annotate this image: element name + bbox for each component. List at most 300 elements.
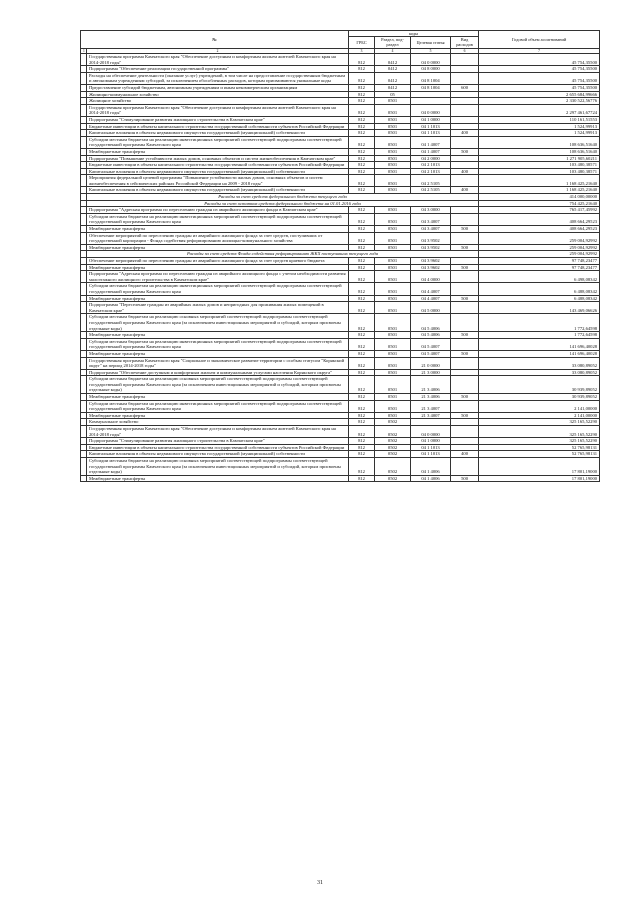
column-number-cell: 2 — [87, 48, 349, 53]
section-cell: 0412 — [375, 54, 411, 66]
section-cell: 0502 — [375, 475, 411, 482]
page-number: 31 — [317, 880, 323, 886]
grbs-cell: 812 — [349, 104, 375, 116]
item-name-cell: Межбюджетные трансферты — [87, 350, 349, 357]
item-name-cell: Капитальные вложения в объекты недвижимого имущества государственной (муниципальной) собственности — [87, 130, 349, 137]
amount-cell: 33 080,89052 — [479, 357, 600, 369]
section-cell: 0412 — [375, 84, 411, 91]
section-cell: 0501 — [375, 412, 411, 419]
amount-cell: 108 636,51640 — [479, 148, 600, 155]
expense-type-cell: 600 — [451, 84, 479, 91]
column-header-grbs: ГРБС — [349, 37, 375, 48]
item-name-cell: Мероприятия федеральной целевой программы "Повышение устойчивости жилых домов, основных объектов и систем жизнеобеспечения в сейсмических районах Российской Федерации на 2009 - 2018 годы" — [87, 175, 349, 187]
expense-type-cell — [451, 207, 479, 214]
target-cell: 04 2 0000 — [411, 155, 451, 162]
target-cell: 21 3 4006 — [411, 394, 451, 401]
item-name-cell: Капитальные вложения в объекты недвижимого имущества государственной (муниципальной) собственности — [87, 168, 349, 175]
table-row — [81, 226, 600, 233]
note-cell: Расходы за счет средств федерального бюджета текущего года — [87, 194, 479, 201]
section-cell: 0501 — [375, 350, 411, 357]
item-name-cell: Подпрограмма "Обеспечение реализации государственной программы" — [87, 66, 349, 73]
target-cell: 04 1 1013 — [411, 451, 451, 458]
table-row — [81, 376, 600, 394]
grbs-cell: 812 — [349, 187, 375, 194]
column-header-section: Раздел, под- раздел — [375, 37, 411, 48]
amount-cell: 259 004,92992 — [479, 244, 600, 251]
target-cell: 04 2 5105 — [411, 187, 451, 194]
section-cell: 0501 — [375, 98, 411, 105]
target-cell — [411, 91, 451, 98]
expense-type-cell — [451, 376, 479, 394]
item-name-cell: Капитальные вложения в объекты недвижимого имущества государственной (муниципальной) собственности — [87, 187, 349, 194]
grbs-cell: 812 — [349, 426, 375, 438]
expense-type-cell — [451, 123, 479, 130]
grbs-cell: 812 — [349, 458, 375, 476]
target-cell: 04 8 1004 — [411, 84, 451, 91]
item-name-cell: Капитальные вложения в объекты недвижимого имущества государственной (муниципальной) собственности — [87, 451, 349, 458]
item-name-cell: Субсидии местным бюджетам на реализацию инвестиционных мероприятий соответствующей подпрограммы соответствующей государственной программы Камчатского края — [87, 136, 349, 148]
section-cell: 0501 — [375, 357, 411, 369]
section-cell: 0501 — [375, 162, 411, 169]
table-row — [81, 91, 600, 98]
grbs-cell: 812 — [349, 394, 375, 401]
target-cell: 04 8 0000 — [411, 66, 451, 73]
expense-type-cell: 500 — [451, 148, 479, 155]
expense-type-cell — [451, 116, 479, 123]
target-cell: 04 3 9602 — [411, 264, 451, 271]
item-name-cell: Субсидии местным бюджетам на реализацию основных мероприятий соответствующей подпрограммы соответствующей государственной программы Камчатского края (за исключением инвестиционных мероприятий и субсидий, которым присвоены отдельные коды) — [87, 458, 349, 476]
expense-type-cell: 500 — [451, 244, 479, 251]
amount-cell: 52 765,98131 — [479, 444, 600, 451]
grbs-cell: 812 — [349, 213, 375, 225]
expense-type-cell — [451, 419, 479, 426]
section-cell: 0501 — [375, 271, 411, 283]
target-cell: 04 1 1013 — [411, 130, 451, 137]
section-cell: 0501 — [375, 148, 411, 155]
amount-cell: 110 161,51553 — [479, 116, 600, 123]
section-cell: 0501 — [375, 116, 411, 123]
target-cell: 04 1 4006 — [411, 475, 451, 482]
item-name-cell: Государственная программа Камчатского края "Обеспечение доступным и комфортным жильем жителей Камчатского края на 2014-2018 годы" — [87, 426, 349, 438]
expense-type-cell — [451, 136, 479, 148]
grbs-cell: 812 — [349, 376, 375, 394]
expense-type-cell: 500 — [451, 295, 479, 302]
table-row — [81, 369, 600, 376]
section-cell: 0501 — [375, 187, 411, 194]
table-row — [81, 136, 600, 148]
section-cell: 0501 — [375, 175, 411, 187]
amount-cell: 6 498,08342 — [479, 271, 600, 283]
column-header-target: Целевая статья — [411, 37, 451, 48]
column-header-number: № — [81, 31, 349, 49]
grbs-cell: 812 — [349, 66, 375, 73]
target-cell: 04 5 0000 — [411, 302, 451, 314]
table-row — [81, 200, 600, 207]
item-name-cell: Бюджетные инвестиции в объекты капитального строительства государственной собственности субъектов Российской Федерации — [87, 162, 349, 169]
table-body — [81, 54, 600, 482]
target-cell: 04 5 4006 — [411, 332, 451, 339]
amount-cell: 45 754,35500 — [479, 54, 600, 66]
grbs-cell: 812 — [349, 264, 375, 271]
section-cell: 0501 — [375, 332, 411, 339]
expense-type-cell: 500 — [451, 226, 479, 233]
item-name-cell: Подпрограмма "Повышение устойчивости жилых домов, основных объектов и систем жизнеобеспечения в Камчатском крае" — [87, 155, 349, 162]
table-row — [81, 350, 600, 357]
section-cell: 0502 — [375, 426, 411, 438]
amount-cell: 1 524,99913 — [479, 130, 600, 137]
column-header-codes-group: коды — [349, 31, 479, 37]
item-name-cell: Подпрограмма "Обеспечение доступным и комфортным жильем и коммунальными услугами населения Корякского округа" — [87, 369, 349, 376]
amount-cell: 45 754,35500 — [479, 72, 600, 84]
item-name-cell: Субсидии местным бюджетам на реализацию основных мероприятий соответствующей подпрограммы соответствующей государственной программы Камчатского края (за исключением инвестиционных мероприятий и субсидий, которым присвоены отдельные коды) — [87, 314, 349, 332]
grbs-cell: 812 — [349, 91, 375, 98]
target-cell: 04 1 4007 — [411, 148, 451, 155]
table-row — [81, 394, 600, 401]
section-cell: 0502 — [375, 458, 411, 476]
table-row — [81, 232, 600, 244]
grbs-cell: 812 — [349, 130, 375, 137]
item-name-cell: Межбюджетные трансферты — [87, 244, 349, 251]
target-cell: 04 3 0000 — [411, 207, 451, 214]
amount-cell: 408 664,29523 — [479, 226, 600, 233]
amount-cell: 6 488,08342 — [479, 295, 600, 302]
item-name-cell: Расходы на обеспечение деятельности (оказание услуг) учреждений, в том числе на предоставление государственным бюджетным и автономным учреждениям субсидий, за исключением обособленных расходов, которым присваиваются уникальные коды — [87, 72, 349, 84]
grbs-cell: 812 — [349, 400, 375, 412]
table-row — [81, 338, 600, 350]
section-cell: 0501 — [375, 226, 411, 233]
grbs-cell: 812 — [349, 136, 375, 148]
column-header-expense-type: Вид расходов — [451, 37, 479, 48]
table-row — [81, 155, 600, 162]
item-name-cell: Межбюджетные трансферты — [87, 394, 349, 401]
expense-type-cell — [451, 400, 479, 412]
item-name-cell: Межбюджетные трансферты — [87, 475, 349, 482]
amount-cell: 45 754,35500 — [479, 66, 600, 73]
table-row — [81, 400, 600, 412]
amount-cell: 97 748,23477 — [479, 264, 600, 271]
amount-cell: 1 168 425,21640 — [479, 187, 600, 194]
amount-cell: 2 297 461,67724 — [479, 104, 600, 116]
table-row — [81, 302, 600, 314]
grbs-cell: 812 — [349, 258, 375, 265]
expense-type-cell: 500 — [451, 475, 479, 482]
grbs-cell: 812 — [349, 338, 375, 350]
item-name-cell: Межбюджетные трансферты — [87, 332, 349, 339]
target-cell: 04 1 0000 — [411, 438, 451, 445]
table-row — [81, 162, 600, 169]
section-cell: 0501 — [375, 136, 411, 148]
section-cell: 0501 — [375, 244, 411, 251]
section-cell: 0412 — [375, 66, 411, 73]
grbs-cell: 812 — [349, 116, 375, 123]
table-row — [81, 244, 600, 251]
section-cell: 0501 — [375, 302, 411, 314]
expense-type-cell — [451, 426, 479, 438]
section-cell: 0501 — [375, 123, 411, 130]
expense-type-cell: 500 — [451, 264, 479, 271]
amount-cell: 143 469,06626 — [479, 302, 600, 314]
grbs-cell: 812 — [349, 412, 375, 419]
table-row — [81, 314, 600, 332]
section-cell: 0412 — [375, 72, 411, 84]
target-cell: 04 4 4007 — [411, 283, 451, 295]
table-row — [81, 213, 600, 225]
table-row — [81, 148, 600, 155]
target-cell: 04 2 5105 — [411, 175, 451, 187]
amount-cell: 1 271 905,60211 — [479, 155, 600, 162]
budget-table-page — [80, 30, 599, 482]
grbs-cell: 812 — [349, 271, 375, 283]
item-name-cell: Подпрограмма "Адресная программа по переселению граждан из аварийного жилищного фонда в Камчатском крае" — [87, 207, 349, 214]
table-row — [81, 175, 600, 187]
section-cell: 0501 — [375, 258, 411, 265]
amount-cell: 30 939,89052 — [479, 376, 600, 394]
amount-cell: 259 004,92992 — [479, 232, 600, 244]
expense-type-cell — [451, 54, 479, 66]
target-cell: 04 3 4007 — [411, 226, 451, 233]
target-cell: 04 1 1013 — [411, 123, 451, 130]
table-row — [81, 84, 600, 91]
table-row — [81, 187, 600, 194]
section-cell: 0501 — [375, 213, 411, 225]
grbs-cell: 812 — [349, 72, 375, 84]
amount-cell: 103 480,38571 — [479, 168, 600, 175]
table-row — [81, 207, 600, 214]
grbs-cell: 812 — [349, 444, 375, 451]
amount-cell: 30 939,89052 — [479, 394, 600, 401]
item-name-cell: Бюджетные инвестиции в объекты капитального строительства государственной собственности субъектов Российской Федерации — [87, 444, 349, 451]
item-name-cell: Межбюджетные трансферты — [87, 148, 349, 155]
column-number-cell: 3 — [349, 48, 375, 53]
expense-type-cell: 400 — [451, 451, 479, 458]
item-name-cell: Субсидии местным бюджетам на реализацию инвестиционных мероприятий соответствующей подпрограммы соответствующей государственной программы Камчатского края — [87, 400, 349, 412]
target-cell: 21 3 4007 — [411, 400, 451, 412]
table-row — [81, 116, 600, 123]
section-cell: 0501 — [375, 232, 411, 244]
grbs-cell: 812 — [349, 369, 375, 376]
item-name-cell: Подпрограмма "Стимулирование развития жилищного строительства в Камчатском крае" — [87, 116, 349, 123]
grbs-cell: 812 — [349, 350, 375, 357]
section-cell: 0501 — [375, 168, 411, 175]
target-cell — [411, 419, 451, 426]
section-cell: 0501 — [375, 376, 411, 394]
item-name-cell: Государственная программа Камчатского края "Обеспечение доступным и комфортным жильем жителей Камчатского края на 2014-2018 годы" — [87, 104, 349, 116]
amount-cell: 33 080,89052 — [479, 369, 600, 376]
item-name-cell: Обеспечение мероприятий по переселению граждан из аварийного жилищного фонда за счет средств, поступивших от государственной корпорации - Фонда содействия реформированию жилищно-коммунального хозяйства — [87, 232, 349, 244]
amount-cell: 259 004,92992 — [479, 251, 600, 258]
grbs-cell: 812 — [349, 54, 375, 66]
column-number-cell: 6 — [451, 48, 479, 53]
amount-cell: 754 425,21640 — [479, 200, 600, 207]
section-cell: 0501 — [375, 295, 411, 302]
target-cell: 21 3 4007 — [411, 412, 451, 419]
item-name-cell: Подпрограмма "Переселение граждан из аварийных жилых домов и непригодных для проживания жилых помещений в Камчатском крае" — [87, 302, 349, 314]
amount-cell: 325 165,52290 — [479, 426, 600, 438]
expense-type-cell — [451, 66, 479, 73]
item-name-cell: Жилищное хозяйство — [87, 98, 349, 105]
section-cell: 0502 — [375, 451, 411, 458]
section-cell: 0501 — [375, 369, 411, 376]
table-row — [81, 332, 600, 339]
table-row — [81, 357, 600, 369]
grbs-cell: 812 — [349, 207, 375, 214]
grbs-cell: 812 — [349, 314, 375, 332]
expense-type-cell: 500 — [451, 412, 479, 419]
item-name-cell: Подпрограмма "Стимулирование развития жилищного строительства в Камчатском крае" — [87, 438, 349, 445]
grbs-cell: 812 — [349, 162, 375, 169]
expense-type-cell — [451, 104, 479, 116]
column-number-cell: 7 — [479, 48, 600, 53]
item-name-cell: Межбюджетные трансферты — [87, 412, 349, 419]
grbs-cell: 812 — [349, 123, 375, 130]
amount-cell: 1 772,64598 — [479, 314, 600, 332]
table-row — [81, 458, 600, 476]
grbs-cell: 812 — [349, 438, 375, 445]
amount-cell: 17 801,19000 — [479, 458, 600, 476]
table-row — [81, 264, 600, 271]
target-cell: 04 1 0000 — [411, 116, 451, 123]
grbs-cell: 812 — [349, 226, 375, 233]
target-cell: 04 5 4007 — [411, 338, 451, 350]
expense-type-cell — [451, 155, 479, 162]
amount-cell: 17 801,19000 — [479, 475, 600, 482]
amount-cell: 408 664,29523 — [479, 213, 600, 225]
amount-cell: 414 000,00000 — [479, 194, 600, 201]
section-cell: 0501 — [375, 155, 411, 162]
target-cell: 04 0 0000 — [411, 104, 451, 116]
amount-cell: 103 480,38571 — [479, 162, 600, 169]
note-cell: Расходы за счет средств Фонда содействия реформированию ЖКХ поступивших текущего года — [87, 251, 479, 258]
table-row — [81, 419, 600, 426]
grbs-cell: 812 — [349, 295, 375, 302]
target-cell: 04 3 4007 — [411, 213, 451, 225]
grbs-cell: 812 — [349, 451, 375, 458]
target-cell: 04 3 9602 — [411, 258, 451, 265]
expense-type-cell — [451, 338, 479, 350]
table-row — [81, 72, 600, 84]
section-cell: 0502 — [375, 444, 411, 451]
expense-type-cell — [451, 302, 479, 314]
grbs-cell: 812 — [349, 168, 375, 175]
table-row — [81, 251, 600, 258]
target-cell: 21 3 4006 — [411, 376, 451, 394]
grbs-cell: 812 — [349, 244, 375, 251]
item-name-cell: Субсидии местным бюджетам на реализацию основных мероприятий соответствующей подпрограммы соответствующей государственной программы Камчатского края (за исключением инвестиционных мероприятий и субсидий, которым присвоены отдельные коды) — [87, 376, 349, 394]
expense-type-cell: 400 — [451, 168, 479, 175]
expense-type-cell — [451, 91, 479, 98]
amount-cell: 325 165,52290 — [479, 419, 600, 426]
expense-type-cell — [451, 314, 479, 332]
expense-type-cell — [451, 357, 479, 369]
item-name-cell: Предоставление субсидий бюджетным, автономным учреждениям и иным некоммерческим организациям — [87, 84, 349, 91]
table-row — [81, 258, 600, 265]
item-name-cell: Бюджетные инвестиции в объекты капитального строительства государственной собственности субъектов Российской Федерации — [87, 123, 349, 130]
column-number-cell: 5 — [411, 48, 451, 53]
item-name-cell: Субсидии местным бюджетам на реализацию инвестиционных мероприятий соответствующей подпрограммы соответствующей государственной программы Камчатского края — [87, 213, 349, 225]
target-cell — [411, 98, 451, 105]
table-row — [81, 438, 600, 445]
amount-cell: 2 141,00000 — [479, 400, 600, 412]
target-cell: 04 1 4006 — [411, 458, 451, 476]
section-cell: 0502 — [375, 419, 411, 426]
grbs-cell: 812 — [349, 175, 375, 187]
expense-type-cell — [451, 283, 479, 295]
grbs-cell: 812 — [349, 302, 375, 314]
item-name-cell: Субсидии местным бюджетам на реализацию инвестиционных мероприятий соответствующей подпрограммы соответствующей государственной программы Камчатского края — [87, 338, 349, 350]
target-cell: 04 2 1013 — [411, 162, 451, 169]
item-name-cell: Межбюджетные трансферты — [87, 226, 349, 233]
expense-type-cell — [451, 72, 479, 84]
table-row — [81, 168, 600, 175]
table-row — [81, 104, 600, 116]
section-cell: 0501 — [375, 264, 411, 271]
item-name-cell: Обеспечение мероприятий по переселению граждан из аварийного жилищного фонда за счет средств краевого бюджета — [87, 258, 349, 265]
grbs-cell: 812 — [349, 357, 375, 369]
section-cell: 0501 — [375, 104, 411, 116]
expense-type-cell — [451, 438, 479, 445]
section-cell: 0502 — [375, 438, 411, 445]
amount-cell: 765 417,45992 — [479, 207, 600, 214]
target-cell: 04 2 1013 — [411, 168, 451, 175]
table-row — [81, 66, 600, 73]
note-cell: Расходы за счет остатков средств федерального бюджета на 01.01.2016 года — [87, 200, 479, 207]
item-name-cell: Жилищно-коммунальное хозяйство — [87, 91, 349, 98]
item-name-cell: Подпрограмма "Адресная программа по переселению граждан из аварийного жилищного фонда с учетом необходимости развития малоэтажного жилищного строительства в Камчатском крае" — [87, 271, 349, 283]
item-name-cell: Межбюджетные трансферты — [87, 295, 349, 302]
amount-cell: 52 765,98131 — [479, 451, 600, 458]
grbs-cell: 812 — [349, 148, 375, 155]
expense-type-cell: 500 — [451, 332, 479, 339]
section-cell: 0501 — [375, 283, 411, 295]
target-cell: 04 1 1013 — [411, 444, 451, 451]
expense-type-cell — [451, 444, 479, 451]
table-row — [81, 98, 600, 105]
target-cell: 21 3 0000 — [411, 369, 451, 376]
amount-cell: 6 488,08342 — [479, 283, 600, 295]
section-cell: 0501 — [375, 207, 411, 214]
item-name-cell: Субсидии местным бюджетам на реализацию инвестиционных мероприятий соответствующей подпрограммы соответствующей государственной программы Камчатского края — [87, 283, 349, 295]
item-name-cell: Государственная программа Камчатского края "Социальное и экономическое развитие территории с особым статусом "Корякский округ" на период 2014-2018 годы" — [87, 357, 349, 369]
target-cell: 04 0 0000 — [411, 54, 451, 66]
table-row — [81, 295, 600, 302]
amount-cell: 2 141,00000 — [479, 412, 600, 419]
amount-cell: 45 754,35500 — [479, 84, 600, 91]
expense-type-cell: 500 — [451, 394, 479, 401]
expense-type-cell — [451, 369, 479, 376]
table-row — [81, 412, 600, 419]
amount-cell: 141 696,40028 — [479, 338, 600, 350]
grbs-cell: 812 — [349, 155, 375, 162]
column-number-cell: 4 — [375, 48, 411, 53]
target-cell: 04 8 1004 — [411, 72, 451, 84]
expense-type-cell — [451, 162, 479, 169]
section-cell: 0501 — [375, 400, 411, 412]
table-row — [81, 283, 600, 295]
target-cell: 04 5 4006 — [411, 314, 451, 332]
amount-cell: 108 636,51640 — [479, 136, 600, 148]
target-cell: 04 3 9502 — [411, 232, 451, 244]
expense-type-cell — [451, 258, 479, 265]
budget-allocation-table — [80, 30, 600, 482]
expense-type-cell — [451, 213, 479, 225]
table-row — [81, 123, 600, 130]
expense-type-cell — [451, 175, 479, 187]
grbs-cell: 812 — [349, 283, 375, 295]
grbs-cell: 812 — [349, 98, 375, 105]
grbs-cell: 812 — [349, 84, 375, 91]
table-row — [81, 194, 600, 201]
expense-type-cell: 500 — [451, 350, 479, 357]
